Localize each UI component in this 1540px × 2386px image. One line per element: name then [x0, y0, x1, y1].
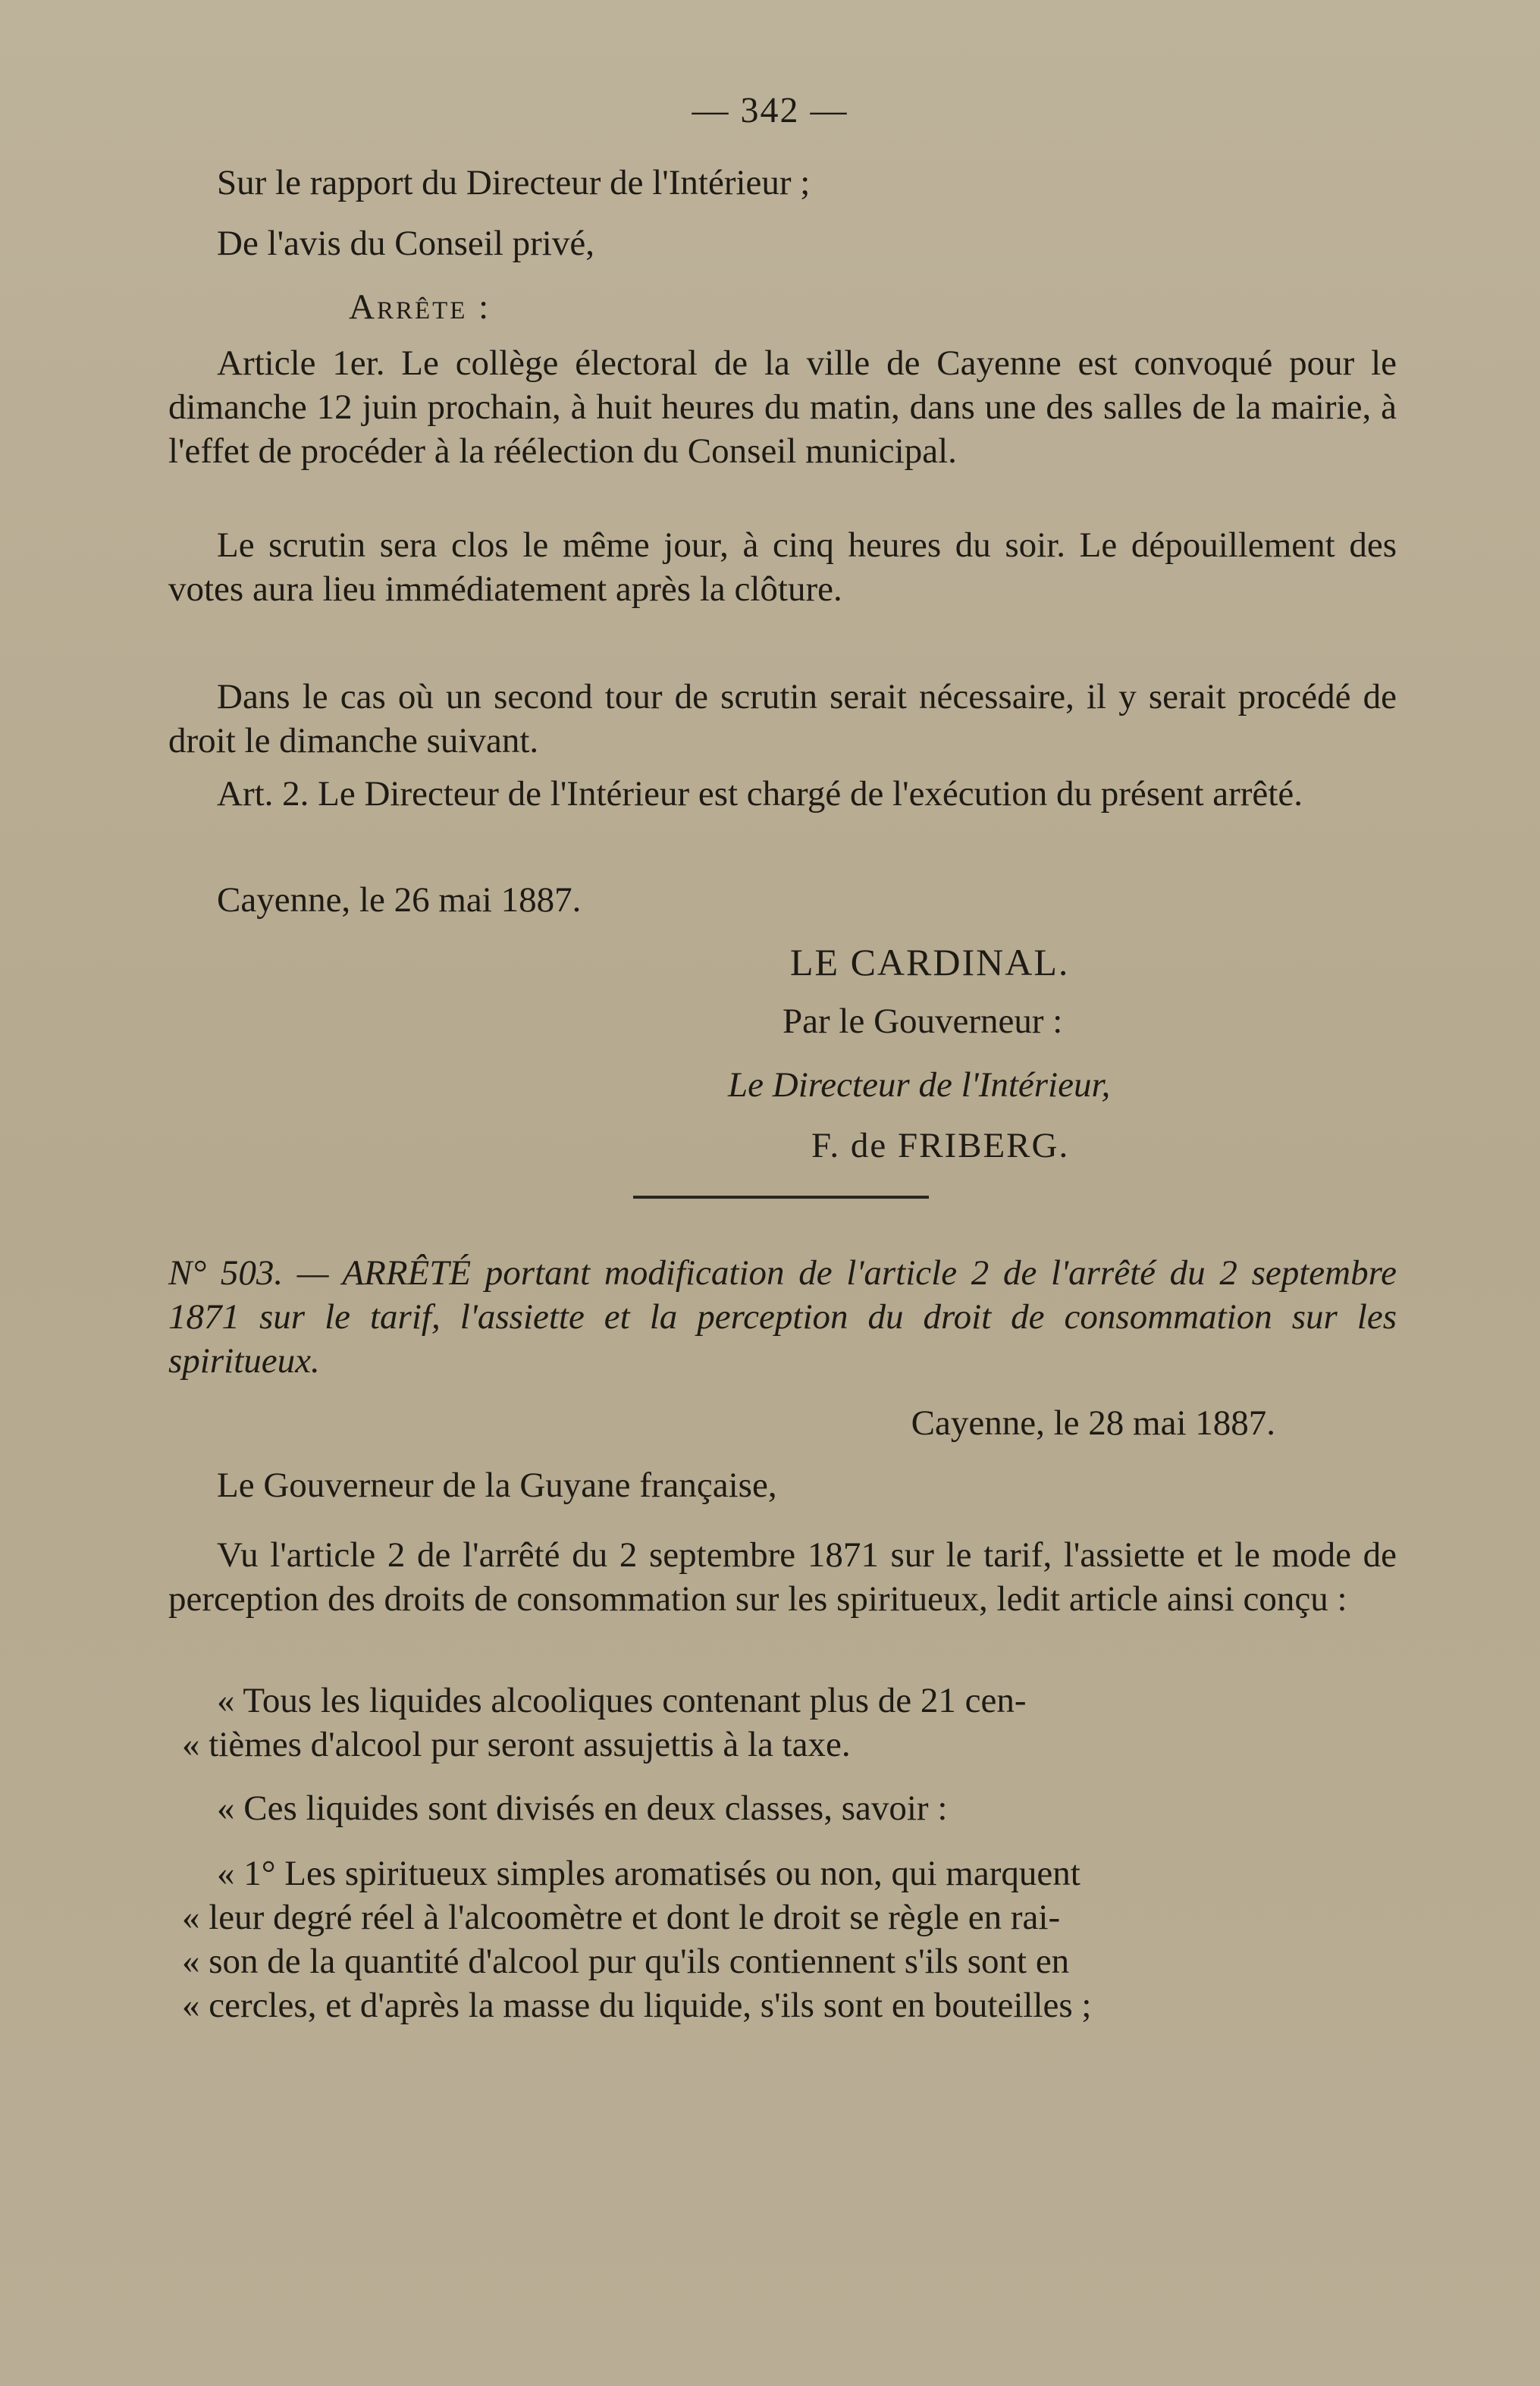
page-number: — 342 —: [692, 90, 848, 130]
article-2: Art. 2. Le Directeur de l'Intérieur est chargé de l'exécution du présent arrêté.: [217, 774, 1303, 814]
separator-rule: [633, 1196, 929, 1199]
article-1: Article 1er. Le collège électoral de la ville de Cayenne est convoqué pour le dimanche 12 juin prochain, à huit heures du matin, dans une des salles de la mairie, à l'effet de procéder à la réélection du Conseil municipal.: [168, 343, 1397, 471]
gouverneur-line: Le Gouverneur de la Guyane française,: [217, 1466, 777, 1505]
signature-cardinal: LE CARDINAL.: [790, 941, 1070, 983]
quote-3-line-1: « 1° Les spiritueux simples aromatisés ou non, qui marquent: [217, 1854, 1081, 1893]
paragraph-scrutin: Le scrutin sera clos le même jour, à cinq heures du soir. Le dépouillement des votes aura lieu immédiatement après la clôture.: [168, 525, 1397, 609]
arrete-503-heading: N° 503. — ARRÊTÉ portant modification de l'article 2 de l'arrêté du 2 septembre 1871 sur le tarif, l'assiette et la perception du droit de consommation sur les spiritueux.: [168, 1253, 1397, 1381]
quote-3-line-4: « cercles, et d'après la masse du liquide, s'ils sont en bouteilles ;: [182, 1986, 1092, 2025]
signature-friberg: F. de FRIBERG.: [811, 1126, 1070, 1165]
paragraph-second-tour: Dans le cas où un second tour de scrutin serait nécessaire, il y serait procédé de droit le dimanche suivant.: [168, 677, 1397, 760]
quote-1-line-2: « tièmes d'alcool pur seront assujettis à la taxe.: [182, 1725, 851, 1764]
directeur-title: Le Directeur de l'Intérieur,: [728, 1065, 1111, 1105]
text-rapport: Sur le rapport du Directeur de l'Intérieur ;: [217, 163, 811, 202]
date-second: Cayenne, le 28 mai 1887.: [911, 1403, 1275, 1443]
text-avis: De l'avis du Conseil privé,: [217, 224, 594, 263]
quote-3-line-3: « son de la quantité d'alcool pur qu'ils contiennent s'ils sont en: [182, 1942, 1070, 1981]
date-first: Cayenne, le 26 mai 1887.: [217, 880, 582, 920]
quote-2: « Ces liquides sont divisés en deux classes, savoir :: [217, 1789, 948, 1828]
paragraph-vu: Vu l'article 2 de l'arrêté du 2 septembre 1871 sur le tarif, l'assiette et le mode de perception des droits de consommation sur les spiritueux, ledit article ainsi conçu :: [168, 1535, 1397, 1619]
heading-arrete: Arrête :: [349, 287, 491, 327]
quote-3-line-2: « leur degré réel à l'alcoomètre et dont le droit se règle en rai-: [182, 1898, 1061, 1937]
par-le-gouverneur: Par le Gouverneur :: [783, 1002, 1063, 1041]
quote-1-line-1: « Tous les liquides alcooliques contenant plus de 21 cen-: [217, 1681, 1027, 1720]
